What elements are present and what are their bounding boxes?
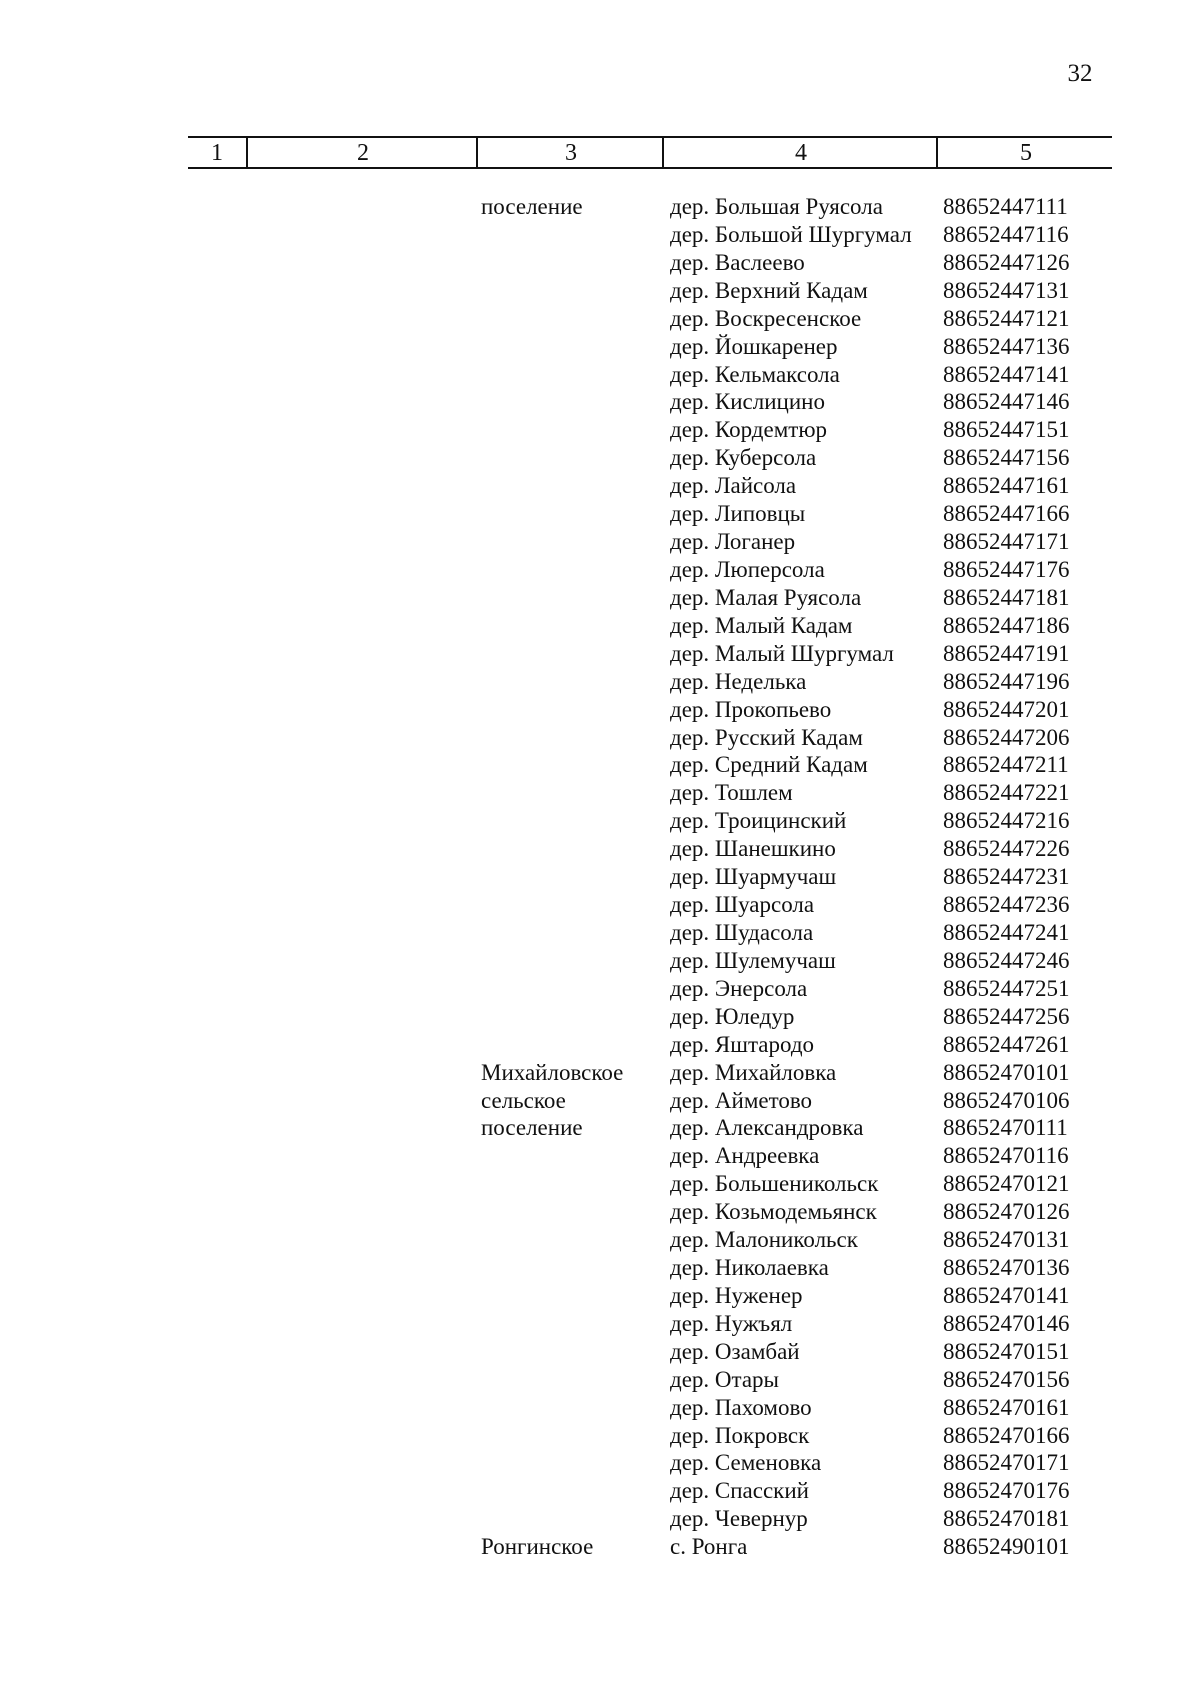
locality-cell: дер. Большеникольск (670, 1171, 879, 1197)
settlement-cell: Михайловское (481, 1059, 624, 1085)
code-cell: 88652470181 (943, 1506, 1070, 1532)
locality-cell: дер. Спасский (670, 1478, 809, 1504)
code-cell: 88652470141 (943, 1282, 1070, 1308)
code-cell: 88652447261 (943, 1031, 1070, 1057)
code-cell: 88652470166 (943, 1422, 1070, 1448)
table-row (0, 1282, 1200, 1310)
locality-cell: дер. Нуженер (670, 1282, 803, 1308)
table-row (0, 472, 1200, 500)
code-cell: 88652470176 (943, 1478, 1070, 1504)
table-row (0, 1533, 1200, 1561)
code-cell: 88652447151 (943, 417, 1070, 443)
locality-cell: дер. Кордемтюр (670, 417, 828, 443)
column-header-1: 1 (211, 139, 223, 166)
code-cell: 88652470171 (943, 1450, 1070, 1476)
code-cell: 88652470121 (943, 1171, 1070, 1197)
locality-cell: дер. Шуарсола (670, 892, 815, 918)
code-cell: 88652447201 (943, 696, 1070, 722)
locality-cell: дер. Андреевка (670, 1143, 820, 1169)
code-cell: 88652447226 (943, 836, 1070, 862)
code-cell: 88652447256 (943, 1003, 1070, 1029)
table-row (0, 1366, 1200, 1394)
code-cell: 88652470131 (943, 1227, 1070, 1253)
locality-cell: дер. Шудасола (670, 919, 814, 945)
code-cell: 88652447221 (943, 780, 1070, 806)
locality-cell: дер. Кельмаксола (670, 361, 840, 387)
locality-cell: дер. Средний Кадам (670, 752, 868, 778)
table-row (0, 696, 1200, 724)
table-row (0, 1394, 1200, 1422)
code-cell: 88652447141 (943, 361, 1070, 387)
table-row (0, 863, 1200, 891)
locality-cell: дер. Яштародо (670, 1031, 815, 1057)
locality-cell: дер. Юледур (670, 1003, 795, 1029)
locality-cell: дер. Айметово (670, 1087, 813, 1113)
locality-cell: дер. Малая Руясола (670, 584, 862, 610)
locality-cell: дер. Васлеево (670, 249, 805, 275)
table-row (0, 1477, 1200, 1505)
locality-cell: дер. Лайсола (670, 473, 797, 499)
table-row (0, 221, 1200, 249)
locality-cell: дер. Неделька (670, 668, 807, 694)
locality-cell: дер. Малый Кадам (670, 612, 853, 638)
code-cell: 88652447161 (943, 473, 1070, 499)
locality-cell: дер. Малый Шургумал (670, 640, 894, 666)
table-row (0, 835, 1200, 863)
column-header-2: 2 (246, 138, 478, 167)
code-cell: 88652447166 (943, 501, 1070, 527)
locality-cell: дер. Энерсола (670, 975, 808, 1001)
table-row (0, 1254, 1200, 1282)
locality-cell: дер. Николаевка (670, 1255, 829, 1281)
locality-cell: дер. Козьмодемьянск (670, 1199, 877, 1225)
table-row (0, 1142, 1200, 1170)
table-row (0, 1003, 1200, 1031)
table-row (0, 1310, 1200, 1338)
locality-cell: дер. Семеновка (670, 1450, 822, 1476)
column-header-3: 3 (476, 138, 664, 167)
table-row (0, 1338, 1200, 1366)
code-cell: 88652447171 (943, 529, 1070, 555)
code-cell: 88652447231 (943, 864, 1070, 890)
code-cell: 88652447131 (943, 277, 1070, 303)
locality-cell: дер. Покровск (670, 1422, 810, 1448)
table-row (0, 249, 1200, 277)
table-row (0, 1449, 1200, 1477)
code-cell: 88652447176 (943, 556, 1070, 582)
table-row (0, 807, 1200, 835)
code-cell: 88652447146 (943, 389, 1070, 415)
code-cell: 88652447186 (943, 612, 1070, 638)
locality-cell: дер. Озамбай (670, 1338, 800, 1364)
table-row (0, 891, 1200, 919)
table-row (0, 416, 1200, 444)
table-row (0, 333, 1200, 361)
code-cell: 88652447251 (943, 975, 1070, 1001)
code-cell: 88652447181 (943, 584, 1070, 610)
locality-cell: с. Ронга (670, 1534, 748, 1560)
code-cell: 88652447136 (943, 333, 1070, 359)
code-cell: 88652470161 (943, 1394, 1070, 1420)
table-row (0, 724, 1200, 752)
table-row (0, 751, 1200, 779)
locality-cell: дер. Липовцы (670, 501, 806, 527)
table-row (0, 500, 1200, 528)
table-body (0, 193, 1200, 1561)
table-row (0, 305, 1200, 333)
settlement-cell: Ронгинское (481, 1534, 594, 1560)
table-row (0, 444, 1200, 472)
settlement-cell: поселение (481, 194, 583, 219)
table-row (0, 640, 1200, 668)
locality-cell: дер. Большая Руясола (670, 194, 883, 219)
settlement-cell: сельское (481, 1087, 566, 1113)
locality-cell: дер. Шуармучаш (670, 864, 837, 890)
code-cell: 88652447241 (943, 919, 1070, 945)
table-row (0, 556, 1200, 584)
table-row (0, 1059, 1200, 1087)
code-cell: 88652447116 (943, 221, 1069, 247)
code-cell: 88652490101 (943, 1534, 1070, 1560)
locality-cell: дер. Пахомово (670, 1394, 812, 1420)
code-cell: 88652447196 (943, 668, 1070, 694)
locality-cell: дер. Люперсола (670, 556, 825, 582)
column-header-5: 5 (936, 138, 1114, 167)
table-row (0, 1198, 1200, 1226)
table-row (0, 1505, 1200, 1533)
locality-cell: дер. Шанешкино (670, 836, 836, 862)
code-cell: 88652470101 (943, 1059, 1070, 1085)
table-row (0, 975, 1200, 1003)
table-row (0, 1422, 1200, 1450)
locality-cell: дер. Михайловка (670, 1059, 837, 1085)
code-cell: 88652447126 (943, 249, 1070, 275)
code-cell: 88652470146 (943, 1310, 1070, 1336)
table-row (0, 1170, 1200, 1198)
table-row (0, 779, 1200, 807)
code-cell: 88652447216 (943, 808, 1070, 834)
code-cell: 88652447206 (943, 724, 1070, 750)
code-cell: 88652447236 (943, 892, 1070, 918)
locality-cell: дер. Йошкаренер (670, 333, 838, 359)
table-row (0, 1114, 1200, 1142)
locality-cell: дер. Шулемучаш (670, 947, 836, 973)
code-cell: 88652447156 (943, 445, 1070, 471)
locality-cell: дер. Нужъял (670, 1310, 793, 1336)
code-cell: 88652447111 (943, 194, 1068, 219)
table-row (0, 277, 1200, 305)
table-row (0, 193, 1200, 221)
table-row (0, 528, 1200, 556)
locality-cell: дер. Большой Шургумал (670, 221, 912, 247)
locality-cell: дер. Троицинский (670, 808, 847, 834)
table-row (0, 947, 1200, 975)
locality-cell: дер. Логанер (670, 529, 796, 555)
locality-cell: дер. Воскресенское (670, 305, 862, 331)
table-row (0, 361, 1200, 389)
locality-cell: дер. Русский Кадам (670, 724, 863, 750)
locality-cell: дер. Александровка (670, 1115, 864, 1141)
locality-cell: дер. Кубeрсола (670, 445, 817, 471)
locality-cell: дер. Малоникольск (670, 1227, 858, 1253)
table-row (0, 1226, 1200, 1254)
table-row (0, 584, 1200, 612)
code-cell: 88652470111 (943, 1115, 1068, 1141)
locality-cell: дер. Прокопьево (670, 696, 832, 722)
code-cell: 88652470126 (943, 1199, 1070, 1225)
code-cell: 88652470156 (943, 1366, 1070, 1392)
code-cell: 88652470106 (943, 1087, 1070, 1113)
table-row (0, 612, 1200, 640)
locality-cell: дер. Чевернур (670, 1506, 808, 1532)
page-number: 32 (1067, 60, 1093, 87)
code-cell: 88652470151 (943, 1338, 1070, 1364)
table-row (0, 1087, 1200, 1115)
code-cell: 88652447246 (943, 947, 1070, 973)
table-row (0, 668, 1200, 696)
table-row (0, 388, 1200, 416)
settlement-cell: поселение (481, 1115, 583, 1141)
code-cell: 88652470116 (943, 1143, 1069, 1169)
locality-cell: дер. Кислицино (670, 389, 825, 415)
code-cell: 88652447211 (943, 752, 1069, 778)
code-cell: 88652470136 (943, 1255, 1070, 1281)
code-cell: 88652447121 (943, 305, 1070, 331)
locality-cell: дер. Тошлем (670, 780, 793, 806)
locality-cell: дер. Верхний Кадам (670, 277, 868, 303)
table-header (188, 136, 1112, 169)
table-row (0, 1031, 1200, 1059)
table-row (0, 919, 1200, 947)
locality-cell: дер. Отары (670, 1366, 780, 1392)
code-cell: 88652447191 (943, 640, 1070, 666)
column-header-4: 4 (662, 138, 938, 167)
